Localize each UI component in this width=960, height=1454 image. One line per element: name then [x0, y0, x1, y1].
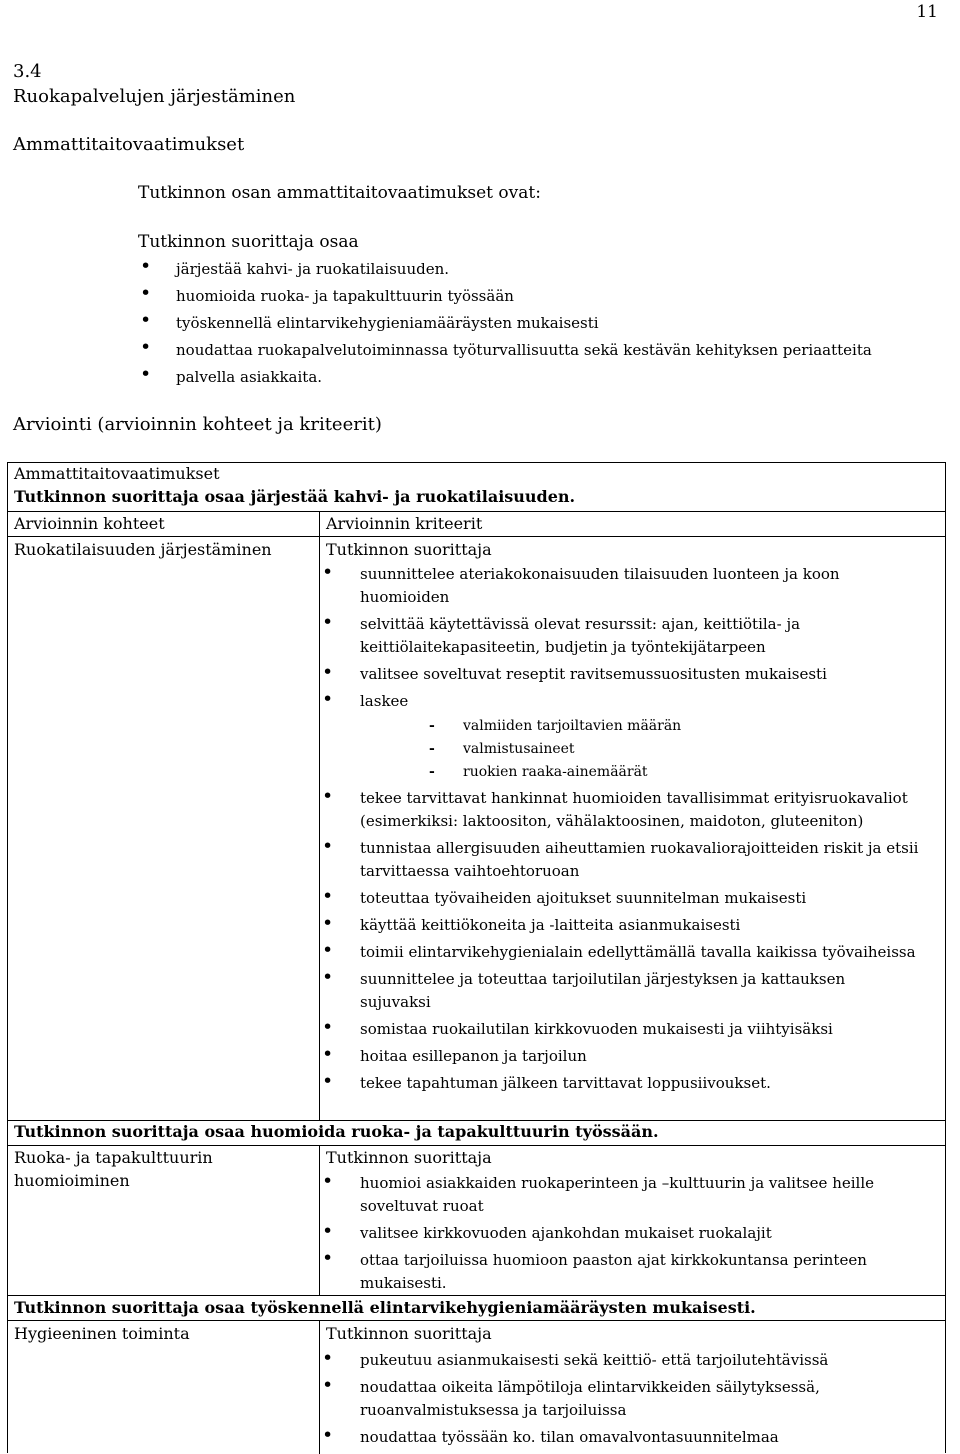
table-divider [8, 511, 945, 512]
column-header-criteria: Arvioinnin kriteerit [326, 514, 483, 533]
lead-text: Tutkinnon suorittaja osaa [138, 232, 359, 252]
list-item: • noudattaa oikeita lämpötiloja elintarvikkeiden säilytyksessä, ruoanvalmistuksessa ja tarjoiluissa [318, 1376, 920, 1422]
list-item: • noudattaa ruokapalvelutoiminnassa työturvallisuutta sekä kestävän kehityksen periaatteita [138, 340, 872, 367]
list-item: • huomioi asiakkaiden ruokaperinteen ja –kulttuurin ja valitsee heille soveltuvat ruoat [318, 1172, 920, 1218]
assessment-target: Ruoka- ja tapakulttuurin [14, 1148, 213, 1167]
list-item: • tekee tapahtuman jälkeen tarvittavat loppusiivoukset. [318, 1072, 920, 1095]
section-heading: Tutkinnon suorittaja osaa huomioida ruoka- ja tapakulttuurin työssään. [14, 1122, 659, 1141]
list-item: • hoitaa esillepanon ja tarjoilun [318, 1045, 920, 1068]
list-item: • selvittää käytettävissä olevat resurssit: ajan, keittiötila- ja keittiölaitekapasiteetin, budjetin ja työntekijätarpeen [318, 613, 920, 659]
sub-item: - valmistusaineet [429, 738, 681, 761]
table-divider [8, 536, 945, 537]
performer-label: Tutkinnon suorittaja [326, 540, 492, 559]
list-item: • ottaa tarjoiluissa huomioon paaston ajat kirkkokuntansa perinteen mukaisesti. [318, 1249, 920, 1295]
table-divider [8, 1145, 945, 1146]
list-item: • toteuttaa työvaiheiden ajoitukset suunnitelman mukaisesti [318, 887, 920, 910]
assessment-heading: Arviointi (arvioinnin kohteet ja kriteerit) [13, 414, 382, 435]
list-item: • järjestää kahvi- ja ruokatilaisuuden. [138, 259, 872, 286]
list-item: • valitsee soveltuvat reseptit ravitsemussuositusten mukaisesti [318, 663, 920, 686]
list-item: • työskennellä elintarvikehygieniamääräysten mukaisesti [138, 313, 872, 340]
assessment-target: Hygieeninen toiminta [14, 1324, 190, 1343]
list-item: • huomioida ruoka- ja tapakulttuurin työssään [138, 286, 872, 313]
requirements-list [138, 259, 872, 394]
intro-line: Tutkinnon osan ammattitaitovaatimukset ovat: [138, 183, 541, 203]
list-item: • valitsee kirkkovuoden ajankohdan mukaiset ruokalajit [318, 1222, 920, 1245]
table-divider [8, 1120, 945, 1121]
sub-item: - ruokien raaka-ainemäärät [429, 761, 681, 784]
list-item: • palvella asiakkaita. [138, 367, 872, 394]
performer-label: Tutkinnon suorittaja [326, 1324, 492, 1343]
criteria-list [318, 1172, 920, 1299]
sub-list [429, 715, 681, 784]
section-heading: Tutkinnon suorittaja osaa järjestää kahvi- ja ruokatilaisuuden. [14, 487, 576, 506]
list-item: • tekee tarvittavat hankinnat huomioiden tavallisimmat erityisruokavaliot (esimerkiksi: laktoositon, vähälaktoosinen, maidoton, gluteeniton) [318, 787, 920, 833]
list-item: • tunnistaa allergisuuden aiheuttamien ruokavaliorajoitteiden riskit ja etsii tarvittaessa vaihtoehtoruoan [318, 837, 920, 883]
list-item: • käyttää keittiökoneita ja -laitteita asianmukaisesti [318, 914, 920, 937]
section-heading: Tutkinnon suorittaja osaa työskennellä elintarvikehygieniamääräysten mukaisesti. [14, 1298, 756, 1317]
list-item: • somistaa ruokailutilan kirkkovuoden mukaisesti ja viihtyisäksi [318, 1018, 920, 1041]
criteria-list [318, 563, 920, 717]
section-number: 3.4 [13, 61, 42, 82]
criteria-list [318, 787, 920, 1099]
assessment-target: Ruokatilaisuuden järjestäminen [14, 540, 272, 559]
performer-label: Tutkinnon suorittaja [326, 1148, 492, 1167]
assessment-target: huomioiminen [14, 1171, 130, 1190]
column-header-target: Arvioinnin kohteet [14, 514, 165, 533]
list-item: • toimii elintarvikehygienialain edellyttämällä tavalla kaikissa työvaiheissa [318, 941, 920, 964]
table-divider [8, 1320, 945, 1321]
criteria-list [318, 1349, 920, 1453]
table-header: Ammattitaitovaatimukset [14, 464, 220, 483]
list-item: • suunnittelee ja toteuttaa tarjoilutilan järjestyksen ja kattauksen sujuvaksi [318, 968, 920, 1014]
requirements-heading: Ammattitaitovaatimukset [13, 134, 245, 155]
section-title: Ruokapalvelujen järjestäminen [13, 86, 296, 107]
assessment-table [7, 462, 946, 1453]
list-item: • noudattaa työssään ko. tilan omavalvontasuunnitelmaa [318, 1426, 920, 1449]
sub-item: - valmiiden tarjoiltavien määrän [429, 715, 681, 738]
list-item: • pukeutuu asianmukaisesti sekä keittiö- että tarjoilutehtävissä [318, 1349, 920, 1372]
list-item: • suunnittelee ateriakokonaisuuden tilaisuuden luonteen ja koon huomioiden [318, 563, 920, 609]
page-number: 11 [916, 2, 938, 22]
list-item: • laskee [318, 690, 920, 713]
